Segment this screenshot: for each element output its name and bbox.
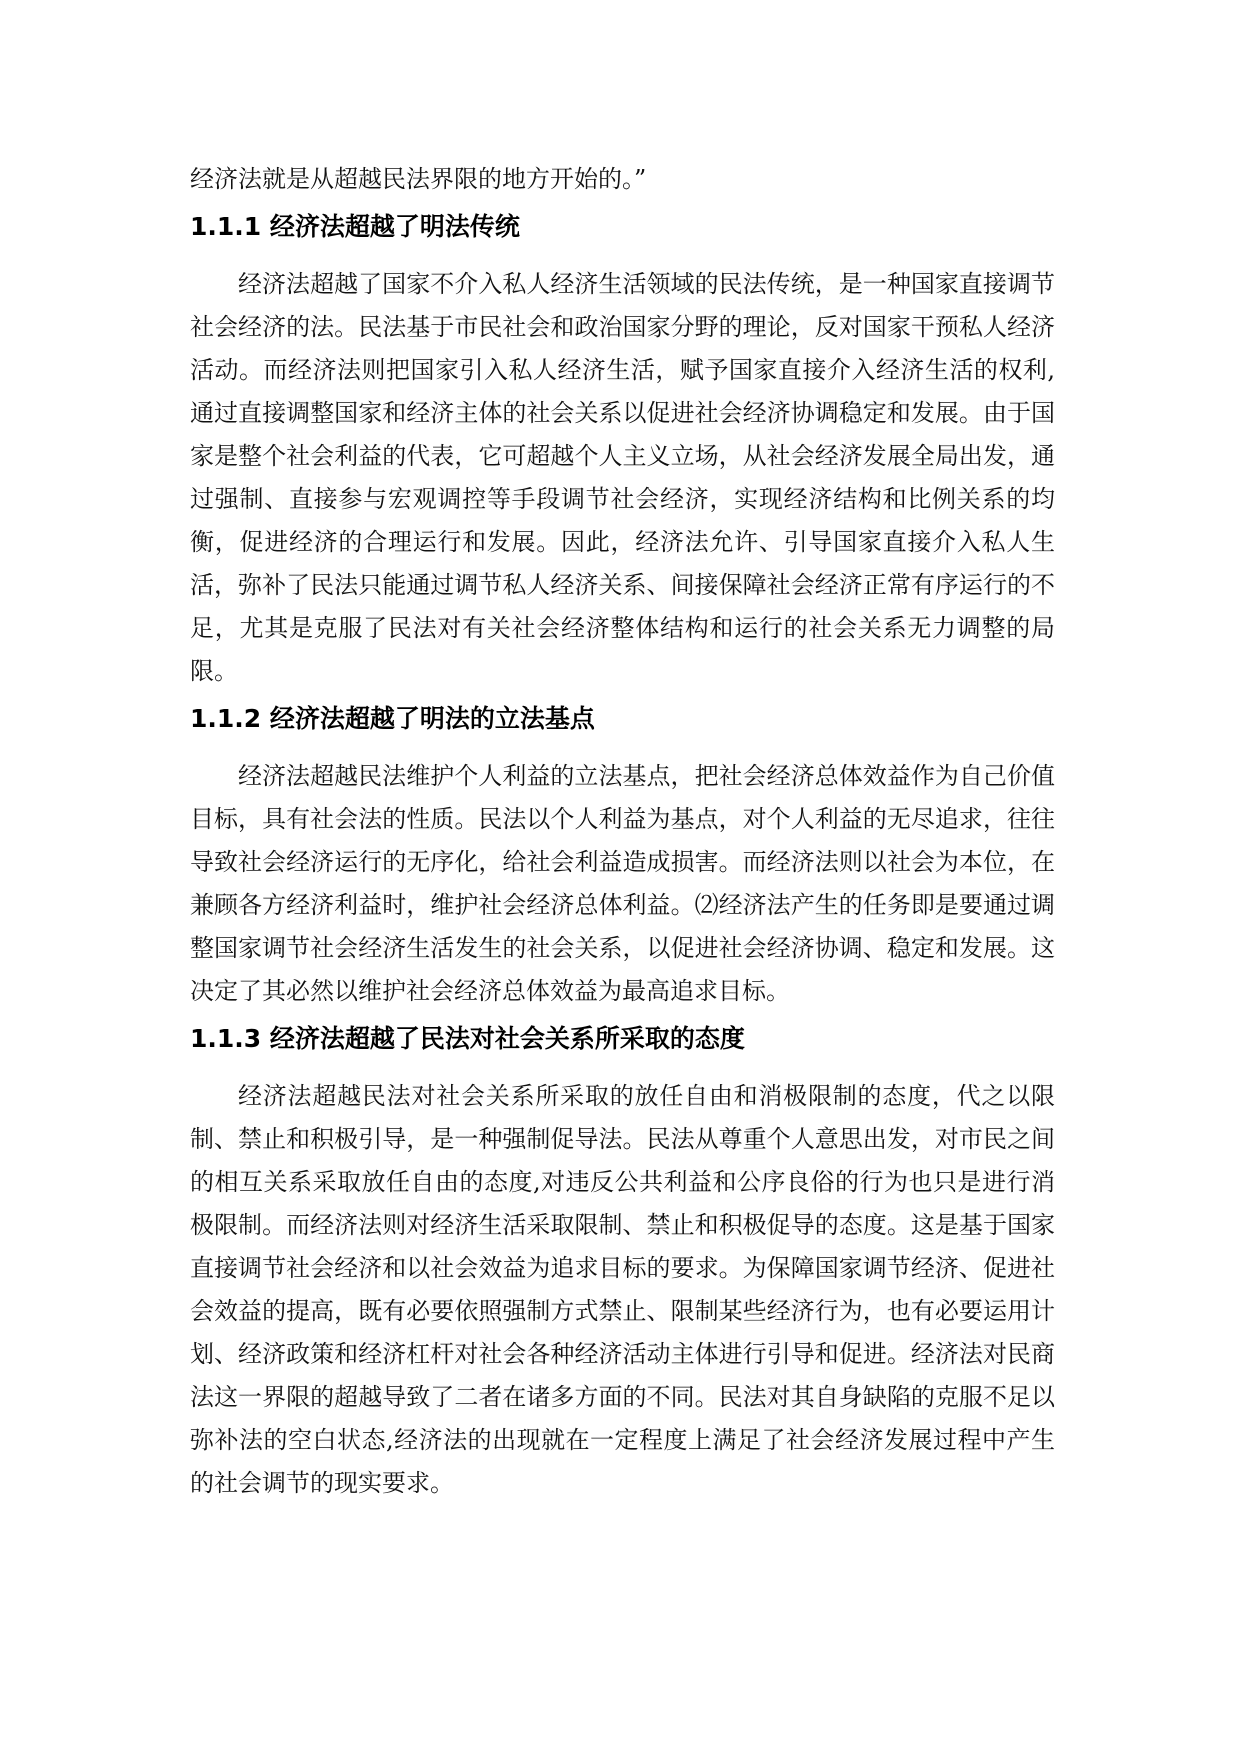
lead-paragraph: 经济法就是从超越民法界限的地方开始的。” — [190, 165, 647, 193]
section-heading-1-1-3: 1.1.3 经济法超越了民法对社会关系所采取的态度 — [190, 1024, 745, 1053]
section-paragraph-1-1-2: 经济法超越民法维护个人利益的立法基点，把社会经济总体效益作为自己价值目标，具有社会法的性质。民法以个人利益为基点，对个人利益的无尽追求，往往导致社会经济运行的无序化，给社会利益造成损害。而经济法则以社会为本位，在兼顾各方经济利益时，维护社会经济总体利益。⑵经济法产生的任务即是要通过调整国家调节社会经济生活发生的社会关系，以促进社会经济协调、稳定和发展。这决定了其必然以维护社会经济总体效益为最高追求目标。 — [190, 762, 1055, 1005]
document-body — [190, 158, 1055, 1505]
section-paragraph-1-1-1: 经济法超越了国家不介入私人经济生活领域的民法传统，是一种国家直接调节社会经济的法。民法基于市民社会和政治国家分野的理论，反对国家干预私人经济活动。而经济法则把国家引入私人经济生活，赋予国家直接介入经济生活的权利,通过直接调整国家和经济主体的社会关系以促进社会经济协调稳定和发展。由于国家是整个社会利益的代表，它可超越个人主义立场，从社会经济发展全局出发，通过强制、直接参与宏观调控等手段调节社会经济，实现经济结构和比例关系的均衡，促进经济的合理运行和发展。因此，经济法允许、引导国家直接介入私人生活，弥补了民法只能通过调节私人经济关系、间接保障社会经济正常有序运行的不足，尤其是克服了民法对有关社会经济整体结构和运行的社会关系无力调整的局限。 — [190, 270, 1055, 685]
section-heading-1-1-1: 1.1.1 经济法超越了明法传统 — [190, 212, 520, 241]
section-heading-1-1-2: 1.1.2 经济法超越了明法的立法基点 — [190, 704, 595, 733]
section-paragraph-1-1-3: 经济法超越民法对社会关系所采取的放任自由和消极限制的态度，代之以限制、禁止和积极引导，是一种强制促导法。民法从尊重个人意思出发，对市民之间的相互关系采取放任自由的态度,对违反公共利益和公序良俗的行为也只是进行消极限制。而经济法则对经济生活采取限制、禁止和积极促导的态度。这是基于国家直接调节社会经济和以社会效益为追求目标的要求。为保障国家调节经济、促进社会效益的提高，既有必要依照强制方式禁止、限制某些经济行为，也有必要运用计划、经济政策和经济杠杆对社会各种经济活动主体进行引导和促进。经济法对民商法这一界限的超越导致了二者在诸多方面的不同。民法对其自身缺陷的克服不足以弥补法的空白状态,经济法的出现就在一定程度上满足了社会经济发展过程中产生的社会调节的现实要求。 — [190, 1082, 1055, 1497]
